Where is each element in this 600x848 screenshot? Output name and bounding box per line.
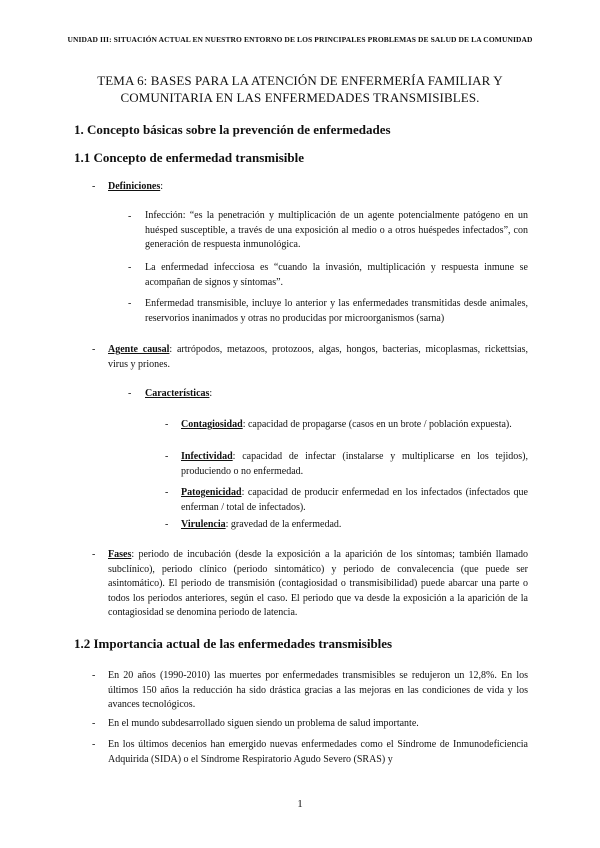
- importance-item: En el mundo subdesarrollado siguen siendo un problema de salud importante.: [108, 718, 419, 729]
- bullet-dash: -: [165, 419, 169, 430]
- section-heading-1-2: 1.2 Importancia actual de las enfermedades transmisibles: [74, 636, 393, 651]
- bullet-dash: -: [92, 718, 96, 729]
- definition-item: Infección: “es la penetración y multiplicación de un agente potencialmente patógeno en un huésped susceptible, a través de una exposición al medio o a otros huéspedes infectados”, con generación de respuesta inmunológica.: [145, 210, 528, 250]
- section-heading-1: 1. Concepto básicas sobre la prevención de enfermedades: [74, 122, 391, 137]
- bullet-dash: -: [165, 487, 169, 498]
- title-line-1: TEMA 6: BASES PARA LA ATENCIÓN DE ENFERMERÍA FAMILIAR Y: [97, 73, 503, 88]
- bullet-dash: -: [128, 298, 132, 309]
- bullet-dash: -: [92, 344, 96, 355]
- importance-item: En los últimos decenios han emergido nuevas enfermedades como el Síndrome de Inmunodeficiencia Adquirida (SIDA) o el Síndrome Respiratorio Agudo Severo (SRAS) y: [108, 739, 528, 765]
- title-line-2: COMUNITARIA EN LAS ENFERMEDADES TRANSMISIBLES.: [120, 89, 480, 105]
- bullet-dash: -: [92, 549, 96, 560]
- fases-term: Fases: [108, 549, 132, 560]
- bullet-dash: -: [165, 519, 169, 530]
- page-title: [60, 73, 540, 106]
- running-header: UNIDAD III: SITUACIÓN ACTUAL EN NUESTRO ENTORNO DE LOS PRINCIPALES PROBLEMAS DE SALUD DE LA COMUNIDAD: [67, 35, 533, 44]
- agente-causal-term: Agente causal: [108, 344, 170, 355]
- bullet-dash: -: [128, 211, 132, 222]
- bullet-dash: -: [165, 451, 169, 462]
- caracteristica-item: Infectividad: capacidad de infectar (instalarse y multiplicarse en los tejidos), produciendo o no enfermedad.: [181, 451, 528, 477]
- caracteristica-item: Virulencia: gravedad de la enfermedad.: [181, 519, 342, 530]
- agente-causal: Agente causal: artrópodos, metazoos, protozoos, algas, hongos, bacterias, micoplasmas, rickettsias, virus y priones.: [108, 344, 528, 370]
- definition-item: La enfermedad infecciosa es “cuando la invasión, multiplicación y respuesta inmune se acompañan de signos y síntomas”.: [145, 262, 528, 288]
- caracteristicas-term: Características: [145, 388, 210, 399]
- bullet-dash: -: [128, 388, 132, 399]
- bullet-dash: -: [128, 262, 132, 273]
- definiciones-term: Definiciones: [108, 181, 161, 192]
- bullet-dash: -: [92, 739, 96, 750]
- bullet-dash: -: [92, 181, 96, 192]
- caracteristicas-label: Características:: [145, 388, 213, 399]
- caracteristica-item: Contagiosidad: capacidad de propagarse (casos en un brote / población expuesta).: [181, 419, 512, 430]
- definiciones-label: Definiciones:: [108, 181, 163, 192]
- definition-item: Enfermedad transmisible, incluye lo anterior y las enfermedades transmitidas desde animales, reservorios inanimados y otras no producidas por microorganismos (sarna): [145, 298, 528, 324]
- caracteristica-item: Patogenicidad: capacidad de producir enfermedad en los infectados (infectados que enferman / total de infectados).: [181, 487, 528, 513]
- bullet-dash: -: [92, 670, 96, 681]
- section-heading-1-1: 1.1 Concepto de enfermedad transmisible: [74, 150, 305, 165]
- importance-item: En 20 años (1990-2010) las muertes por enfermedades transmisibles se redujeron un 12,8%. En los últimos 150 años la reducción ha sido drástica gracias a las mejoras en las condiciones de vida y los avances tecnológicos.: [108, 670, 528, 710]
- page-number: 1: [297, 798, 303, 810]
- fases: Fases: periodo de incubación (desde la exposición a la aparición de los síntomas; también llamado subclínico), periodo clínico (periodo sintomático) y periodo de convalecencia (que puede ser asintomático). El periodo de transmisión (contagiosidad o transmisibilidad) puede abarcar una parte o todos los periodos anteriores, según el caso. El periodo que va desde la exposición a la aparición de la contagiosidad se denomina periodo de latencia.: [108, 549, 528, 618]
